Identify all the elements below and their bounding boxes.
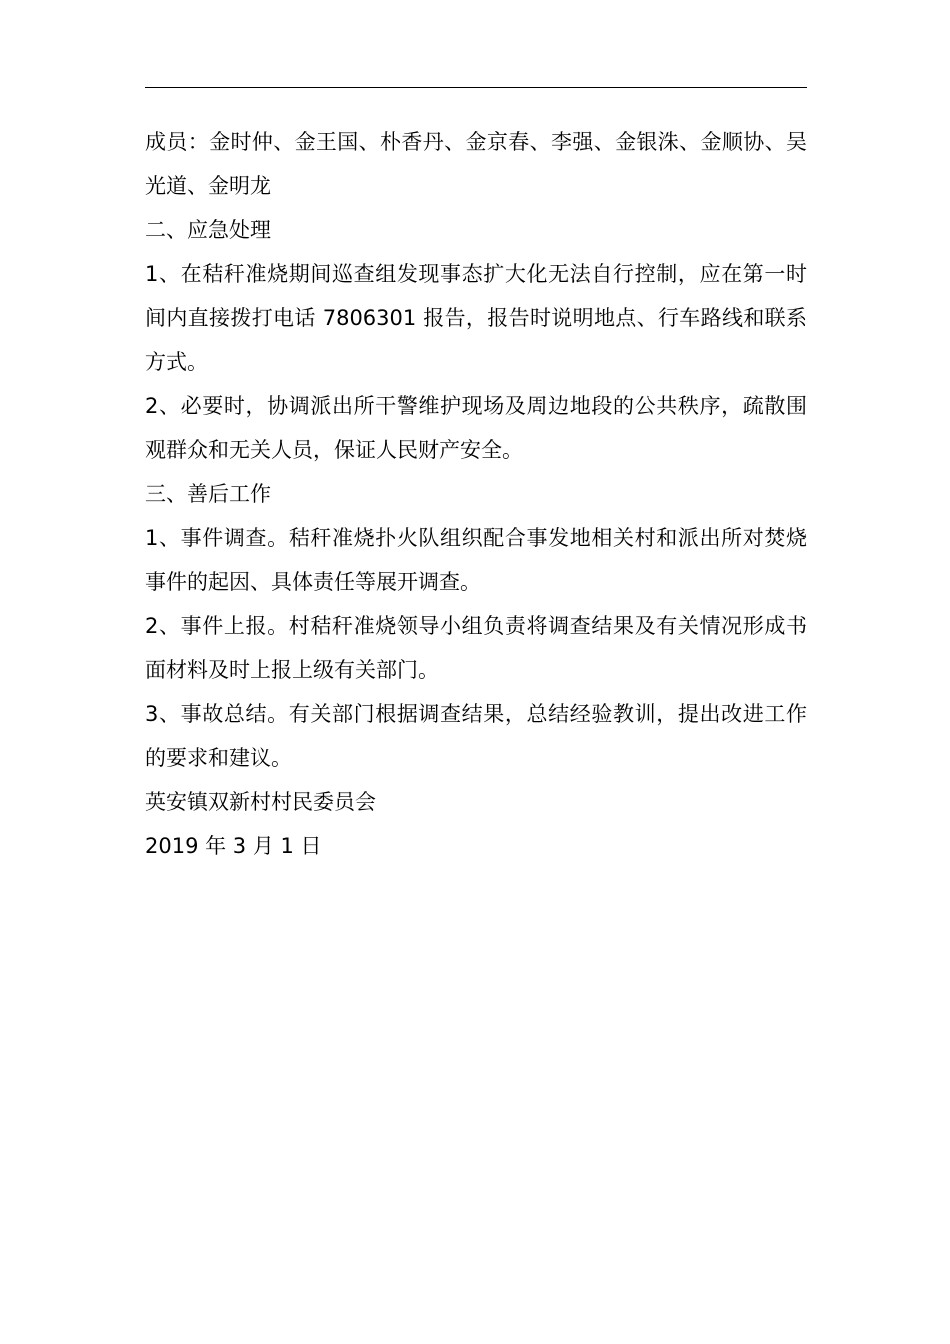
header-rule xyxy=(145,87,807,88)
section-heading-aftermath: 三、善后工作 xyxy=(145,482,271,506)
emergency-item-2: 2、必要时，协调派出所干警维护现场及周边地段的公共秩序，疏散围观群众和无关人员，保证人民财产安全。 xyxy=(145,394,807,462)
aftermath-item-2: 2、事件上报。村秸秆准烧领导小组负责将调查结果及有关情况形成书面材料及时上报上级有关部门。 xyxy=(145,614,807,682)
signature-line: 英安镇双新村村民委员会 xyxy=(145,790,376,814)
aftermath-item-1: 1、事件调查。秸秆准烧扑火队组织配合事发地相关村和派出所对焚烧事件的起因、具体责任等展开调查。 xyxy=(145,526,807,594)
members-paragraph: 成员：金时仲、金王国、朴香丹、金京春、李强、金银洙、金顺协、吴光道、金明龙 xyxy=(145,130,807,198)
document-body xyxy=(145,120,807,868)
date-line: 2019 年 3 月 1 日 xyxy=(145,834,322,858)
emergency-item-1: 1、在秸秆准烧期间巡查组发现事态扩大化无法自行控制，应在第一时间内直接拨打电话 7806301 报告，报告时说明地点、行车路线和联系方式。 xyxy=(145,262,807,374)
aftermath-item-3: 3、事故总结。有关部门根据调查结果，总结经验教训，提出改进工作的要求和建议。 xyxy=(145,702,807,770)
section-heading-emergency: 二、应急处理 xyxy=(145,218,271,242)
